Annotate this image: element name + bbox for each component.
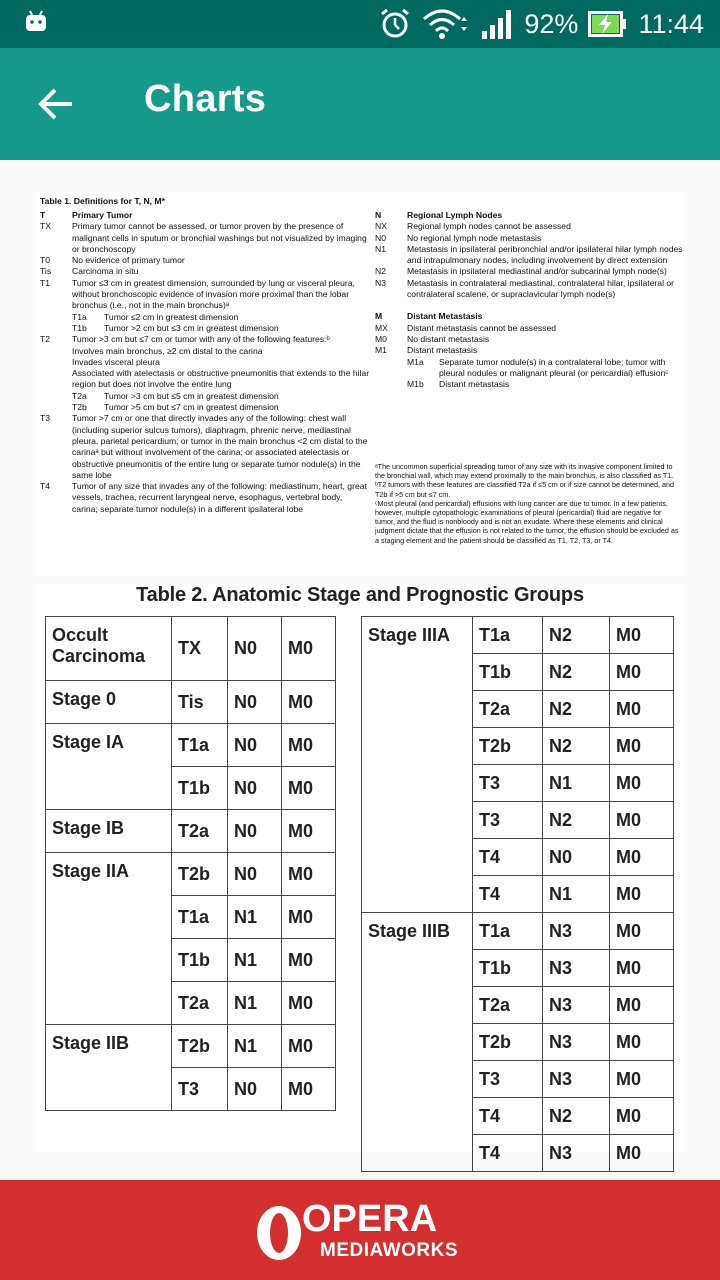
m-value: M0	[610, 1024, 674, 1061]
opera-logo-icon	[254, 1204, 304, 1262]
footnote: ᶜMost pleural (and pericardial) effusions with lung cancer are due to tumor. In a few patients, however, multiple cytopathologic examinations of pleural (pericardial) fluid are negative for tumor, and the fluid is nonbloody and is not an exudate. Where these elements and clinical judgment dictate that the effusion is not related to the tumor, the effusion should be excluded as a staging element and the patient should be classified as T1, T2, T3, or T4.	[375, 498, 679, 545]
definition-text: Invades visceral pleura	[72, 356, 160, 367]
definition-subrow	[40, 323, 370, 334]
t-value: T1a	[172, 724, 228, 767]
stage-label: Stage IIA	[46, 853, 172, 1025]
definition-row	[40, 368, 370, 391]
definition-text: Primary Tumor	[72, 210, 133, 220]
definition-text: Distant metastasis	[407, 345, 478, 356]
n-value: N2	[543, 1098, 610, 1135]
n-value: N1	[228, 896, 282, 939]
m-value: M0	[282, 617, 336, 681]
t-value: T1b	[172, 767, 228, 810]
definition-code: T1	[40, 277, 51, 288]
stage-table-left	[45, 616, 336, 1111]
definition-text: Tumor >3 cm but ≤5 cm in greatest dimension	[104, 390, 279, 401]
t-value: Tis	[172, 681, 228, 724]
definition-text: Tumor ≤3 cm in greatest dimension, surrounded by lung or visceral pleura, without bronchoscopic evidence of invasion more proximal than the lobar bronchus (i.e., not in the main bronchus)ᵃ	[72, 277, 355, 311]
definition-text: Metastasis in ipsilateral peribronchial and/or ipsilateral hilar lymph nodes and intrapulmonary nodes, including involvement by direct extension	[407, 243, 683, 266]
definition-text: Distant metastasis cannot be assessed	[407, 322, 557, 333]
n-value: N3	[543, 1024, 610, 1061]
table-row	[46, 681, 336, 724]
opera-logo[interactable]	[254, 1198, 474, 1264]
chart-viewer[interactable]	[0, 160, 720, 1163]
n-value: N0	[543, 839, 610, 876]
ad-banner[interactable]	[0, 1180, 720, 1280]
definition-code: N1	[375, 243, 386, 254]
m-value: M0	[282, 982, 336, 1025]
n-value: N2	[543, 654, 610, 691]
definition-code: T2b	[72, 402, 87, 413]
definition-text: Tumor of any size that invades any of the following: mediastinum, heart, great vessels, trachea, recurrent laryngeal nerve, esophagus, vertebral body, carina; separate tumor nodule(s) in a different ipsilateral lobe	[72, 481, 367, 514]
t-value: T1b	[172, 939, 228, 982]
definition-code: N2	[375, 266, 386, 277]
battery-charging-icon	[588, 11, 628, 37]
stage-label: Stage IA	[46, 724, 172, 810]
definition-code	[40, 357, 72, 368]
t-value: T3	[473, 765, 543, 802]
t-value: T4	[473, 1135, 543, 1172]
definition-row	[375, 334, 685, 345]
definition-row	[375, 323, 685, 334]
back-arrow-icon	[37, 87, 75, 121]
t-value: T1b	[473, 654, 543, 691]
n-value: N1	[228, 1025, 282, 1068]
definition-subrow	[375, 379, 685, 390]
n-value: N2	[543, 802, 610, 839]
android-icon	[24, 10, 48, 34]
definition-text: No evidence of primary tumor	[72, 255, 185, 266]
n-value: N2	[543, 691, 610, 728]
definition-code: N	[375, 210, 382, 220]
table-row	[46, 853, 336, 896]
m-value: M0	[610, 691, 674, 728]
stage-label: Occult Carcinoma	[46, 617, 172, 681]
m-value: M0	[610, 1135, 674, 1172]
m-value: M0	[282, 1025, 336, 1068]
definition-subrow	[40, 312, 370, 323]
stage-table-right	[361, 616, 674, 1172]
definition-row	[375, 345, 685, 356]
t-value: T1b	[473, 950, 543, 987]
n-value: N0	[228, 1068, 282, 1111]
definition-text: Regional Lymph Nodes	[407, 210, 503, 220]
definition-code: T2	[40, 334, 51, 345]
m-value: M0	[610, 728, 674, 765]
definition-text: Distant Metastasis	[407, 311, 483, 322]
definition-code: TX	[40, 221, 51, 232]
t-value: T4	[473, 876, 543, 913]
opera-sub: MEDIAWORKS	[320, 1240, 458, 1261]
n-value: N2	[543, 728, 610, 765]
m-value: M0	[282, 896, 336, 939]
table-row	[46, 810, 336, 853]
table-row	[46, 1025, 336, 1068]
n-value: N0	[228, 724, 282, 767]
m-value: M0	[610, 765, 674, 802]
m-value: M0	[610, 654, 674, 691]
definition-text: Metastasis in ipsilateral mediastinal and/or subcarinal lymph node(s)	[407, 266, 667, 277]
m-value: M0	[610, 950, 674, 987]
definition-code: NX	[375, 221, 387, 232]
m-value: M0	[610, 1061, 674, 1098]
m-value: M0	[610, 617, 674, 654]
definition-text: Associated with atelectasis or obstructive pneumonitis that extends to the hilar region but does not involve the entire lung	[72, 368, 370, 390]
n-value: N3	[543, 913, 610, 950]
definition-code: M	[375, 311, 383, 322]
t-value: TX	[172, 617, 228, 681]
page-title: Charts	[144, 78, 267, 120]
spacer	[375, 300, 685, 311]
definition-code: Tis	[40, 266, 52, 277]
m-value: M0	[282, 767, 336, 810]
definition-row	[40, 346, 370, 357]
n-value: N3	[543, 987, 610, 1024]
t-value: T1a	[473, 913, 543, 950]
definition-row	[375, 266, 685, 277]
n-value: N3	[543, 950, 610, 987]
definition-code: T1a	[72, 311, 87, 322]
definition-code: T1b	[72, 322, 87, 333]
definition-row	[40, 357, 370, 368]
t-value: T2a	[473, 691, 543, 728]
t-value: T2a	[172, 982, 228, 1025]
t-value: T2b	[172, 853, 228, 896]
stage-label: Stage IB	[46, 810, 172, 853]
t-value: T2a	[473, 987, 543, 1024]
definition-text: Tumor ≤2 cm in greatest dimension	[104, 311, 239, 322]
back-button[interactable]	[24, 80, 88, 128]
m-value: M0	[610, 876, 674, 913]
signal-icon	[480, 7, 514, 41]
definition-header	[375, 210, 685, 221]
table-row	[46, 724, 336, 767]
definition-row	[40, 413, 370, 481]
definition-text: Separate tumor nodule(s) in a contralateral lobe; tumor with pleural nodules or malignant pleural (or pericardial) effusionᶜ	[439, 356, 669, 378]
m-value: M0	[282, 681, 336, 724]
t-value: T1a	[473, 617, 543, 654]
t-value: T3	[473, 802, 543, 839]
definition-code: M0	[375, 333, 387, 344]
definition-row	[375, 233, 685, 244]
definition-code: T4	[40, 481, 51, 492]
definition-header	[40, 210, 370, 221]
definition-row	[40, 266, 370, 277]
t-value: T3	[172, 1068, 228, 1111]
definition-subrow	[40, 391, 370, 402]
stage-label: Stage 0	[46, 681, 172, 724]
definition-row	[40, 278, 370, 312]
m-value: M0	[610, 987, 674, 1024]
definition-subrow	[375, 357, 685, 380]
n-value: N3	[543, 1061, 610, 1098]
footnote: ᵃThe uncommon superficial spreading tumor of any size with its invasive component limited to the bronchial wall, which may extend proximally to the main bronchus, is also classified as T1.	[375, 462, 674, 481]
definition-code: T3	[40, 413, 51, 424]
definition-text: Tumor >3 cm but ≤7 cm or tumor with any of the following features:ᵇ	[72, 334, 330, 345]
table1-right-column	[375, 210, 685, 390]
definition-text: Tumor >7 cm or one that directly invades any of the following: chest wall (including superior sulcus tumors), diaphragm, phrenic nerve, mediastinal pleura, parietal pericardium; or tumor in the main bronchus <2 cm distal to the carinaᵃ but without involvement of the carina; or associated atelectasis or obstructive pneumonitis of the entire lung or separate tumor nodule(s) in the same lobe	[72, 413, 368, 480]
m-value: M0	[610, 913, 674, 950]
n-value: N0	[228, 617, 282, 681]
m-value: M0	[282, 1068, 336, 1111]
t-value: T2b	[473, 1024, 543, 1061]
definition-text: Distant metastasis	[439, 379, 510, 390]
clock: 11:44	[638, 8, 704, 39]
definition-code	[40, 368, 72, 391]
definition-row	[375, 278, 685, 301]
definition-text: Primary tumor cannot be assessed, or tumor proven by the presence of malignant cells in sputum or bronchial washings but not visualized by imaging or bronchoscopy	[72, 221, 367, 254]
definition-row	[40, 334, 370, 345]
table1-footnotes	[375, 462, 683, 545]
definition-code: N3	[375, 277, 386, 288]
n-value: N0	[228, 681, 282, 724]
stage-label: Stage IIIA	[362, 617, 473, 913]
t-value: T2a	[172, 810, 228, 853]
alarm-icon	[378, 7, 412, 41]
table-row	[362, 913, 674, 950]
definition-text: Tumor >5 cm but ≤7 cm in greatest dimension	[104, 402, 279, 413]
m-value: M0	[610, 1098, 674, 1135]
table-row	[362, 617, 674, 654]
definition-text: Carcinoma in situ	[72, 266, 139, 277]
table2-title: Table 2. Anatomic Stage and Prognostic Groups	[136, 584, 584, 606]
t-value: T4	[473, 1098, 543, 1135]
stage-label: Stage IIIB	[362, 913, 473, 1172]
table-row	[46, 617, 336, 681]
battery-percent: 92%	[524, 8, 579, 39]
definition-code: M1b	[407, 379, 424, 390]
t-value: T2b	[172, 1025, 228, 1068]
n-value: N1	[228, 982, 282, 1025]
m-value: M0	[282, 724, 336, 767]
m-value: M0	[282, 810, 336, 853]
table1-left-column	[40, 210, 370, 515]
n-value: N1	[228, 939, 282, 982]
status-bar	[0, 0, 720, 48]
n-value: N0	[228, 767, 282, 810]
n-value: N1	[543, 876, 610, 913]
definition-subrow	[40, 402, 370, 413]
t-value: T1a	[172, 896, 228, 939]
definition-row	[375, 244, 685, 267]
table1-title: Table 1. Definitions for T, N, M*	[40, 196, 165, 206]
m-value: M0	[282, 939, 336, 982]
n-value: N2	[543, 617, 610, 654]
t-value: T4	[473, 839, 543, 876]
definition-code: T	[40, 210, 46, 220]
definition-code	[40, 346, 72, 357]
t-value: T2b	[473, 728, 543, 765]
definition-code: M1a	[407, 356, 424, 367]
definition-text: No distant metastasis	[407, 333, 490, 344]
status-icons	[378, 0, 704, 48]
n-value: N1	[543, 765, 610, 802]
definition-row	[40, 255, 370, 266]
m-value: M0	[610, 839, 674, 876]
definition-row	[40, 481, 370, 515]
footnote: ᵇT2 tumors with these features are classified T2a if ≤5 cm or if size cannot be determined, and T2b if >5 cm but ≤7 cm.	[375, 480, 674, 499]
definition-text: No regional lymph node metastasis	[407, 232, 542, 243]
app-bar	[0, 48, 720, 160]
table-stage-groups	[33, 584, 687, 1163]
definition-header	[375, 311, 685, 322]
m-value: M0	[282, 853, 336, 896]
definition-code: MX	[375, 322, 388, 333]
definition-code: M1	[375, 345, 387, 356]
definition-row	[40, 221, 370, 255]
n-value: N0	[228, 810, 282, 853]
definition-code: T2a	[72, 390, 87, 401]
table-definitions	[33, 192, 687, 576]
n-value: N0	[228, 853, 282, 896]
n-value: N3	[543, 1135, 610, 1172]
definition-text: Involves main bronchus, ≥2 cm distal to the carina	[72, 345, 263, 356]
definition-row	[375, 221, 685, 232]
definition-text: Tumor >2 cm but ≤3 cm in greatest dimension	[104, 322, 279, 333]
opera-brand: OPERA	[302, 1198, 438, 1240]
m-value: M0	[610, 802, 674, 839]
t-value: T3	[473, 1061, 543, 1098]
definition-text: Regional lymph nodes cannot be assessed	[407, 221, 571, 232]
definition-code: T0	[40, 255, 51, 266]
wifi-icon	[422, 7, 470, 41]
definition-text: Metastasis in contralateral mediastinal, contralateral hilar, ipsilateral or contralateral scalene, or supraclavicular lymph node(s)	[407, 277, 675, 300]
stage-label: Stage IIB	[46, 1025, 172, 1111]
definition-code: N0	[375, 232, 386, 243]
